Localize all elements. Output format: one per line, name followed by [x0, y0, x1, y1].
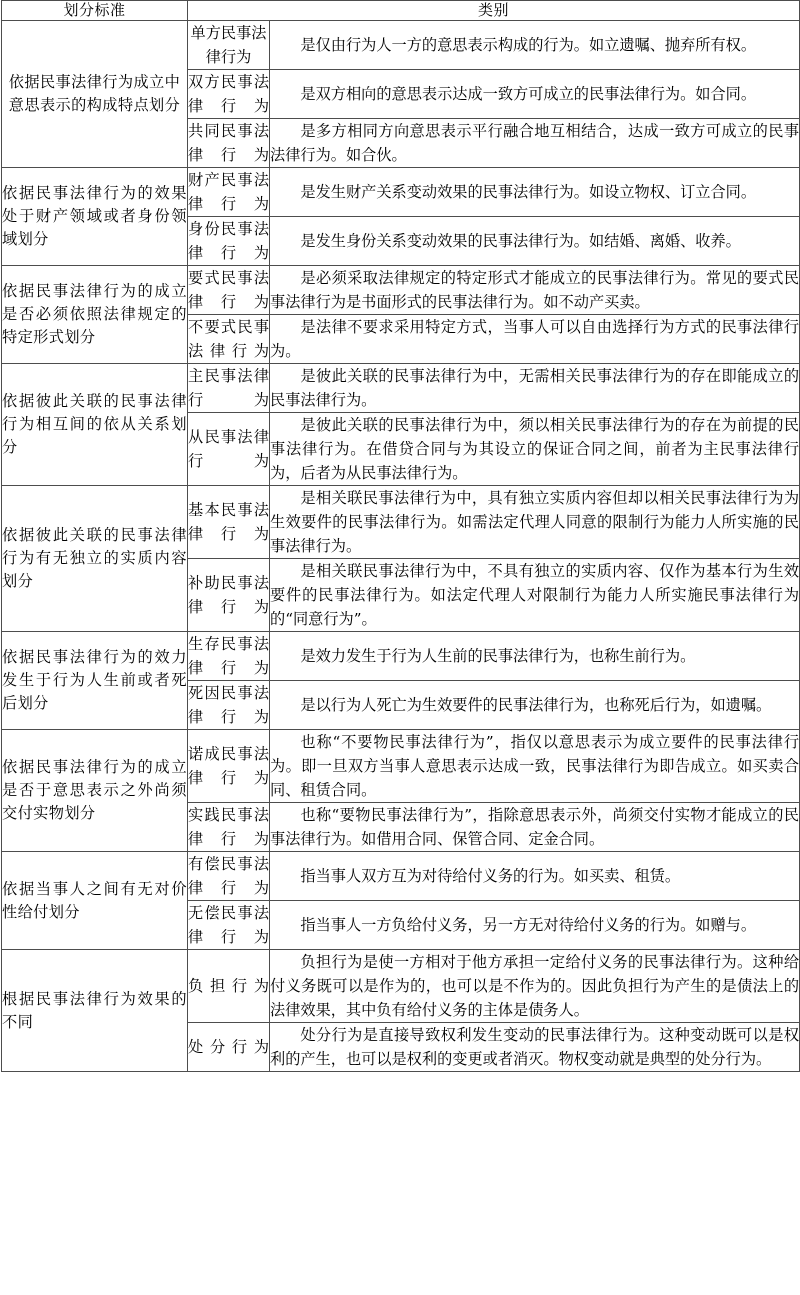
description-cell: 负担行为是使一方相对于他方承担一定给付义务的民事法律行为。这种给付义务既可以是作为的，也可以是不作为的。因此负担行为产生的是债法上的法律效果，其中负有给付义务的主体是债务人。	[270, 950, 800, 1023]
category-cell: 有偿民事法律行为	[188, 852, 270, 901]
description-cell: 是仅由行为人一方的意思表示构成的行为。如立遗嘱、抛弃所有权。	[270, 21, 800, 70]
category-cell: 生存民事法律行为	[188, 632, 270, 681]
description-cell: 指当事人双方互为对待给付义务的行为。如买卖、租赁。	[270, 852, 800, 901]
description-cell: 是相关联民事法律行为中，具有独立实质内容但却以相关民事法律行为为生效要件的民事法律行为。如需法定代理人同意的限制行为能力人所实施的民事法律行为。	[270, 486, 800, 559]
category-cell: 从民事法律行为	[188, 413, 270, 486]
table-row	[2, 21, 800, 70]
category-cell: 负担行为	[188, 950, 270, 1023]
criteria-cell: 依据当事人之间有无对价性给付划分	[2, 852, 188, 950]
table-row	[2, 364, 800, 413]
criteria-cell: 根据民事法律行为效果的不同	[2, 950, 188, 1072]
category-cell: 要式民事法律行为	[188, 266, 270, 315]
table-header	[2, 1, 800, 21]
table-row	[2, 632, 800, 681]
criteria-cell: 依据彼此关联的民事法律行为有无独立的实质内容划分	[2, 486, 188, 632]
description-cell: 也称“要物民事法律行为”，指除意思表示外，尚须交付实物才能成立的民事法律行为。如借用合同、保管合同、定金合同。	[270, 803, 800, 852]
description-cell: 是相关联民事法律行为中，不具有独立的实质内容、仅作为基本行为生效要件的民事法律行为。如法定代理人对限制行为能力人所实施民事法律行为的“同意行为”。	[270, 559, 800, 632]
category-cell: 处分行为	[188, 1023, 270, 1072]
description-cell: 是双方相向的意思表示达成一致方可成立的民事法律行为。如合同。	[270, 70, 800, 119]
description-cell: 也称“不要物民事法律行为”，指仅以意思表示为成立要件的民事法律行为。即一旦双方当事人意思表示达成一致，民事法律行为即告成立。如买卖合同、租赁合同。	[270, 730, 800, 803]
header-criteria: 划分标准	[2, 1, 188, 21]
criteria-cell: 依据彼此关联的民事法律行为相互间的依从关系划分	[2, 364, 188, 486]
criteria-cell: 依据民事法律行为的效果处于财产领域或者身份领域划分	[2, 168, 188, 266]
description-cell: 是效力发生于行为人生前的民事法律行为，也称生前行为。	[270, 632, 800, 681]
category-cell: 无偿民事法律行为	[188, 901, 270, 950]
table-row	[2, 266, 800, 315]
description-cell: 处分行为是直接导致权利发生变动的民事法律行为。这种变动既可以是权利的产生，也可以是权利的变更或者消灭。物权变动就是典型的处分行为。	[270, 1023, 800, 1072]
description-cell: 是发生身份关系变动效果的民事法律行为。如结婚、离婚、收养。	[270, 217, 800, 266]
category-cell: 补助民事法律行为	[188, 559, 270, 632]
table-row	[2, 168, 800, 217]
category-cell: 主民事法律行为	[188, 364, 270, 413]
category-cell: 身份民事法律行为	[188, 217, 270, 266]
description-cell: 是多方相同方向意思表示平行融合地互相结合，达成一致方可成立的民事法律行为。如合伙。	[270, 119, 800, 168]
header-category: 类别	[188, 1, 800, 21]
table-body	[2, 21, 800, 1072]
description-cell: 是彼此关联的民事法律行为中，须以相关民事法律行为的存在为前提的民事法律行为。在借贷合同与为其设立的保证合同之间，前者为主民事法律行为，后者为从民事法律行为。	[270, 413, 800, 486]
category-cell: 共同民事法律行为	[188, 119, 270, 168]
table-row	[2, 852, 800, 901]
criteria-cell: 依据民事法律行为的成立是否必须依照法律规定的特定形式划分	[2, 266, 188, 364]
category-cell: 基本民事法律行为	[188, 486, 270, 559]
category-cell: 实践民事法律行为	[188, 803, 270, 852]
description-cell: 是法律不要求采用特定方式，当事人可以自由选择行为方式的民事法律行为。	[270, 315, 800, 364]
category-cell: 财产民事法律行为	[188, 168, 270, 217]
category-cell: 死因民事法律行为	[188, 681, 270, 730]
description-cell: 指当事人一方负给付义务，另一方无对待给付义务的行为。如赠与。	[270, 901, 800, 950]
civil-juristic-act-classification-table	[1, 0, 800, 1072]
header-row	[2, 1, 800, 21]
criteria-cell: 依据民事法律行为的成立是否于意思表示之外尚须交付实物划分	[2, 730, 188, 852]
category-cell: 双方民事法律行为	[188, 70, 270, 119]
table-row	[2, 486, 800, 559]
table-row	[2, 730, 800, 803]
description-cell: 是必须采取法律规定的特定形式才能成立的民事法律行为。常见的要式民事法律行为是书面形式的民事法律行为。如不动产买卖。	[270, 266, 800, 315]
category-cell: 诺成民事法律行为	[188, 730, 270, 803]
description-cell: 是以行为人死亡为生效要件的民事法律行为，也称死后行为，如遗嘱。	[270, 681, 800, 730]
criteria-cell: 依据民事法律行为成立中意思表示的构成特点划分	[2, 21, 188, 168]
criteria-cell: 依据民事法律行为的效力发生于行为人生前或者死后划分	[2, 632, 188, 730]
category-cell: 不要式民事法律行为	[188, 315, 270, 364]
category-cell: 单方民事法律行为	[188, 21, 270, 70]
description-cell: 是彼此关联的民事法律行为中，无需相关民事法律行为的存在即能成立的民事法律行为。	[270, 364, 800, 413]
description-cell: 是发生财产关系变动效果的民事法律行为。如设立物权、订立合同。	[270, 168, 800, 217]
table-row	[2, 950, 800, 1023]
